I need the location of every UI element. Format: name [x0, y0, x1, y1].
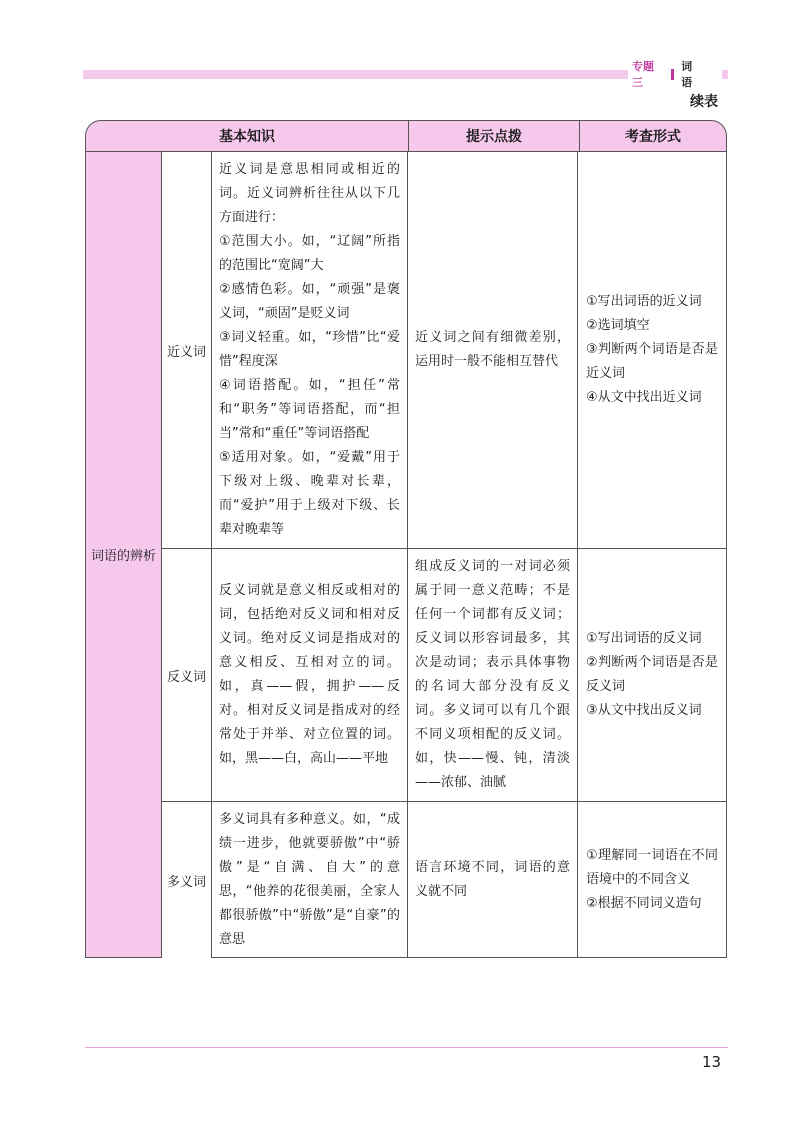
footer-rule — [85, 1047, 728, 1048]
knowledge-line: 反义词就是意义相反或相对的词，包括绝对反义词和相对反义词。绝对反义词是指成对的意义相反、互相对立的词。如，真——假，拥护——反对。相对反义词是指成对的经常处于并举、对立位置的词。如，黑——白，高山——平地 — [219, 583, 400, 766]
knowledge-line: ⑤适用对象。如，“爱戴”用于下级对上级、晚辈对长辈，而“爱护”用于上级对下级、长辈对晚辈等 — [219, 450, 400, 537]
topic-label: 词 语 — [681, 60, 697, 89]
knowledge-line: ③词义轻重。如，“珍惜”比“爱惜”程度深 — [219, 330, 400, 369]
form-item: ③判断两个词语是否是近义词 — [586, 342, 718, 381]
form-item: ②根据不同词义造句 — [586, 896, 702, 911]
header-separator — [671, 69, 674, 80]
tip-cell — [408, 152, 578, 548]
form-item: ②判断两个词语是否是反义词 — [586, 655, 718, 694]
header-basic-knowledge: 基本知识 — [86, 121, 409, 151]
knowledge-line: 多义词具有多种意义。如，“成绩一进步，他就要骄傲”中“骄傲”是“自满、自大”的意思，“他养的花很美丽，全家人都很骄傲”中“骄傲”是“自豪”的意思 — [219, 812, 400, 947]
knowledge-line: ④词语搭配。如，“担任”常和“职务”等词语搭配，而“担当”常和“重任”等词语搭配 — [219, 378, 400, 441]
tip-text: 语言环境不同，词语的意义就不同 — [415, 860, 570, 899]
term-cell: 反义词 — [162, 549, 212, 801]
table-header — [85, 120, 727, 152]
section-label: 专题三 — [632, 60, 654, 89]
table-body — [85, 152, 727, 958]
tip-text: 组成反义词的一对词必须属于同一意义范畴；不是任何一个词都有反义词；反义词以形容词最多，其次是动词；表示具体事物的名词大部分没有反义词。多义词可以有几个跟不同义项相配的反义词。如，快——慢、钝，清淡——浓郁、油腻 — [415, 559, 570, 790]
knowledge-line: ②感情色彩。如，“顽强”是褒义词，“顽固”是贬义词 — [219, 282, 400, 321]
table-row — [162, 152, 726, 549]
form-item: ④从文中找出近义词 — [586, 390, 702, 405]
forms-cell — [578, 549, 726, 801]
term-cell: 多义词 — [162, 802, 212, 958]
tip-cell — [408, 802, 578, 958]
tip-text: 近义词之间有细微差别，运用时一般不能相互替代 — [415, 330, 570, 369]
form-item: ②选词填空 — [586, 318, 650, 333]
forms-cell — [578, 152, 726, 548]
term-cell: 近义词 — [162, 152, 212, 548]
forms-cell — [578, 802, 726, 958]
table-row — [162, 549, 726, 802]
knowledge-cell — [212, 802, 408, 958]
header-exam-forms: 考查形式 — [625, 129, 681, 145]
form-item: ①写出词语的近义词 — [586, 294, 702, 309]
page-number: 13 — [702, 1053, 722, 1071]
knowledge-cell — [212, 152, 408, 548]
tip-cell — [408, 549, 578, 801]
header-band — [83, 70, 628, 79]
table-rows — [162, 152, 726, 957]
continued-label: 续表 — [690, 94, 718, 110]
table-row — [162, 802, 726, 958]
knowledge-line: 近义词是意思相同或相近的词。近义词辨析往往从以下几方面进行： — [219, 162, 400, 225]
knowledge-line: ①范围大小。如，“辽阔”所指的范围比“宽阔”大 — [219, 234, 400, 273]
form-item: ①写出词语的反义词 — [586, 631, 702, 646]
section-header — [632, 60, 728, 89]
knowledge-cell — [212, 549, 408, 801]
knowledge-table — [85, 120, 727, 958]
form-item: ③从文中找出反义词 — [586, 703, 702, 718]
category-cell: 词语的辨析 — [86, 152, 162, 957]
form-item: ①理解同一词语在不同语境中的不同含义 — [586, 848, 718, 887]
header-band-end — [722, 70, 728, 79]
header-tips: 提示点拨 — [409, 121, 580, 151]
